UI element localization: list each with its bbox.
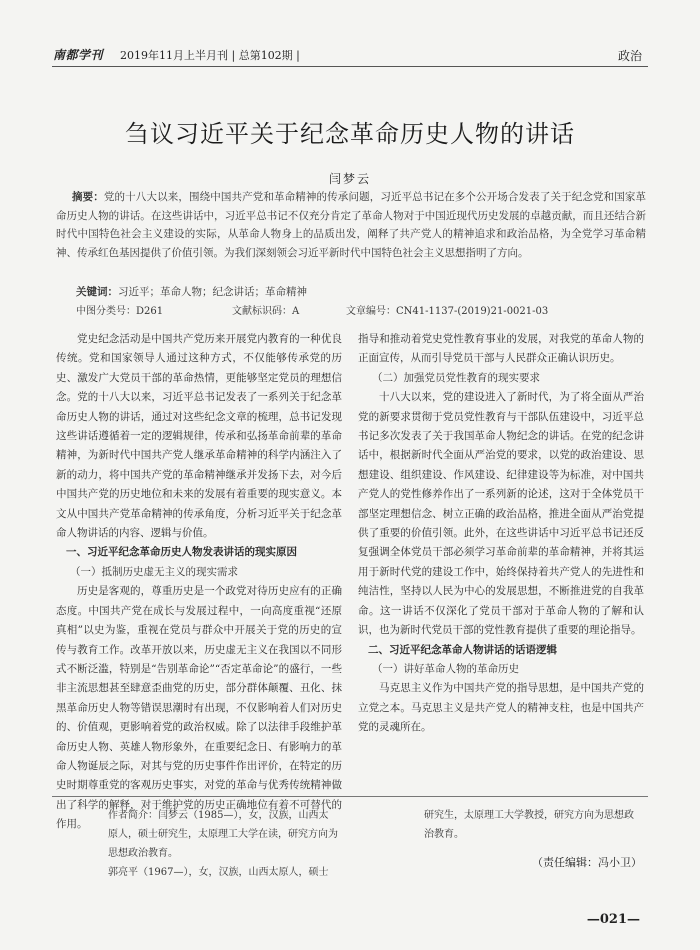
clc-label: 中图分类号： <box>76 306 136 317</box>
keywords-text: 习近平；革命人物；纪念讲话；革命精神 <box>118 286 307 298</box>
clc-value: D261 <box>136 306 164 317</box>
header-rule <box>52 66 648 67</box>
body-column-left <box>56 330 342 831</box>
subsection-heading: （一）抵制历史虚无主义的现实需求 <box>70 565 238 578</box>
section-label: 政治 <box>617 49 642 63</box>
page-number: —021— <box>586 912 640 927</box>
doc-label: 文献标识码： <box>232 306 292 317</box>
id-value: CN41-1137-(2019)21-0021-03 <box>396 306 549 317</box>
subsection-heading: （二）加强党员党性教育的现实要求 <box>372 371 540 384</box>
paragraph: 党史纪念活动是中国共产党历来开展党内教育的一种优良传统。党和国家领导人通过这种方式，不仅能够传承党的历史、激发广大党员干部的革命热情，更能够坚定党员的理想信念。党的十八大以来，习近平总书记发表了一系列关于纪念革命历史人物的讲话，通过对这些纪念文章的梳理，总书记发现这些讲话遵循着一定的逻辑规律，传承和弘扬革命前辈的革命精神，为新时代中国共产党人继承革命精神的科学内涵注入了新的动力，将中国共产党的革命精神继承并发扬下去，对今后中国共产党的历史地位和未来的发展有着重要的现实意义。本文从中国共产党革命精神的传承角度，分析习近平关于纪念革命人物讲话的内容、逻辑与价值。 <box>56 333 342 540</box>
article-title: 刍议习近平关于纪念革命历史人物的讲话 <box>125 120 575 148</box>
author-footnote-left: 作者简介：闫梦云（1985—），女，汉族，山西太原人，硕士研究生，太原理工大学在读，研究方向为思想政治教育。 郭亮平（1967—），女，汉族，山西太原人，硕士 <box>108 810 338 878</box>
keywords <box>76 284 307 299</box>
abstract-label: 摘要： <box>72 191 104 203</box>
subsection-heading: （一）讲好革命人物的革命历史 <box>372 662 519 675</box>
section-heading: 一、习近平纪念革命历史人物发表讲话的现实原因 <box>66 546 297 559</box>
abstract-text: 党的十八大以来，围绕中国共产党和革命精神的传承问题，习近平总书记在多个公开场合发表了关于纪念党和国家革命历史人物的讲话。在这些讲话中，习近平总书记不仅充分肯定了革命人物对于中国近现代历史发展的卓越贡献，而且还结合新时代中国特色社会主义建设的实际，从革命人物身上的品质出发，阐释了共产党人的精神追求和政治品格，为全党学习革命精神、传承红色基因提供了价值引领。为我们深刻领会习近平新时代中国特色社会主义思想指明了方向。 <box>56 191 647 259</box>
doc-code <box>232 302 299 317</box>
doc-value: A <box>292 306 300 317</box>
id-label: 文章编号： <box>346 306 396 317</box>
author-footnote-right: 研究生，太原理工大学教授，研究方向为思想政治教育。 <box>424 810 634 840</box>
paragraph: 十八大以来，党的建设进入了新时代，为了将全面从严治党的新要求贯彻于党员党性教育与干部队伍建设中，习近平总书记多次发表了关于我国革命人物纪念的讲话。在党的纪念讲话中，根据新时代全面从严治党的要求，以党的政治建设、思想建设、组织建设、作风建设、纪律建设等为标准，对中国共产党人的党性修养作出了一系列新的论述，这对于全体党员干部坚定理想信念、树立正确的政治品格，推进全面从严治党提供了重要的价值引领。此外，在这些讲话中习近平总书记还反复强调全体党员干部必须学习革命前辈的革命精神，并将其运用于新时代党的建设工作中，始终保持着共产党人的先进性和纯洁性，坚持以人民为中心的发展思想，不断推进党的自我革命。这一讲话不仅深化了党员干部对于革命人物的了解和认识，也为新时代党员干部的党性教育提供了重要的理论指导。 <box>358 391 644 637</box>
footnote-rule <box>52 796 648 797</box>
responsible-editor: （责任编辑：冯小卫） <box>532 856 642 869</box>
abstract <box>56 188 646 262</box>
body-column-right <box>358 330 644 738</box>
paragraph: 历史是客观的，尊重历史是一个政党对待历史应有的正确态度。中国共产党在成长与发展过程中，一向高度重视“还原真相”以史为鉴，重视在党员与群众中开展关于党的历史的宣传与教育工作。改革开放以来，历史虚无主义在我国以不同形式不断泛滥，特别是“告别革命论”“否定革命论”的盛行，一些非主流思想甚至肆意歪曲党的历史，部分群体颠覆、丑化、抹黑革命历史人物等错误思潮时有出现，不仅影响着人们对历史的、价值观，更影响着党的政治权威。除了以法律手段维护革命历史人物、英雄人物形象外，在重要纪念日、有影响力的革命人物诞辰之际，对其与党的历史事件作出评价，在特定的历史时期尊重党的客观历史事实，对党的革命与优秀传统精神做出了科学的解释，对于维护党的历史正确地位有着不可替代的作用。 <box>56 585 342 831</box>
paragraph: 指导和推动着党史党性教育事业的发展，对我党的革命人物的正面宣传，从而引导党员干部与人民群众正确认识历史。 <box>358 333 644 365</box>
issue-info: 2019年11月上半月刊 | 总第102期 | <box>120 49 300 62</box>
section-heading: 二、习近平纪念革命人物讲话的话语逻辑 <box>368 643 557 656</box>
journal-name: 南都学刊 <box>53 48 104 62</box>
keywords-label: 关键词： <box>76 286 118 298</box>
article-author: 闫梦云 <box>328 172 371 186</box>
article-id <box>346 302 548 317</box>
clc-number <box>76 302 163 317</box>
paragraph: 马克思主义作为中国共产党的指导思想，是中国共产党的立党之本。马克思主义是共产党人的精神支柱，也是中国共产党的灵魂所在。 <box>358 682 644 734</box>
